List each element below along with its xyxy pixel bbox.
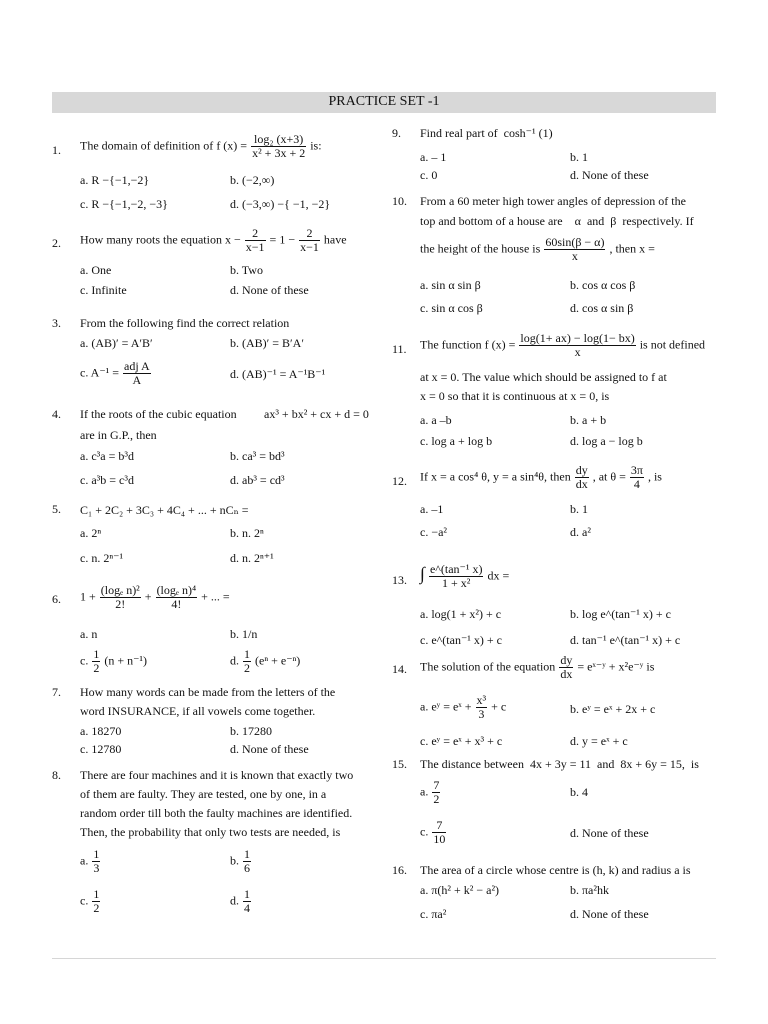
fraction [156,584,198,611]
question-text-post: have [323,232,347,247]
fraction [519,332,635,359]
option-a[interactable]: a. One [80,263,112,277]
option-expression: + c [491,699,507,714]
text-part: The function [420,337,482,352]
fraction-denominator: 2 [93,661,100,675]
option-label: b. [230,853,239,868]
fraction-denominator: 3 [93,861,100,875]
option-d[interactable]: d. None of these [230,283,309,297]
fraction [630,464,644,491]
option-b[interactable]: b. 1/n [230,627,258,641]
fraction-denominator: x−1 [245,240,265,254]
footer-divider [52,958,716,959]
option-label: c. [420,824,429,839]
question-text-line-1: How many words can be made from the letters of the [80,685,336,699]
fraction [429,563,484,590]
option-a[interactable] [80,848,101,875]
fraction-numerator: 7 [432,819,446,833]
option-b[interactable]: b. 4 [570,785,588,799]
question-text-line-3 [420,236,655,263]
option-a[interactable]: a. n [80,627,98,641]
option-d[interactable]: d. log a − log b [570,434,643,448]
option-a[interactable] [420,779,441,806]
option-d[interactable]: d. (AB)⁻¹ = A⁻¹B⁻¹ [230,367,326,381]
fraction-numerator: 1 [93,647,100,661]
question-number: 8. [52,768,61,782]
option-label: c. A⁻¹ = [80,365,120,380]
option-c[interactable]: c. R −{−1,−2, −3} [80,197,168,211]
fraction [559,654,573,681]
question-text-pre: The domain of definition of [80,138,214,153]
option-d[interactable]: d. ab³ = cd³ [230,473,285,487]
fraction-numerator: 1 [244,847,250,861]
question-number: 11. [392,342,407,356]
fraction-numerator: adj A [124,359,150,373]
beta-symbol: β [610,214,617,228]
question-number: 4. [52,407,61,421]
fraction [575,464,589,491]
option-b[interactable]: b. 1 [570,150,588,164]
option-label: a. [80,853,89,868]
text-part: and [586,214,605,228]
option-a[interactable]: a. –1 [420,502,444,516]
text-part: The distance between [420,757,524,771]
option-label: a. [420,784,429,799]
fraction [432,779,440,806]
question-text-line-2: of them are faulty. They are tested, one by one, in a [80,787,327,801]
option-d[interactable]: d. a² [570,525,591,539]
text-part: The solution of the equation [420,659,556,674]
fraction-denominator: x [574,345,581,359]
text-part: is not defined [639,337,706,352]
option-a[interactable]: a. a –b [420,413,452,427]
question-text-line-3: x = 0 so that it is continuous at x = 0, is [420,389,610,403]
question-text-line-1 [420,332,705,359]
option-c[interactable] [80,648,147,675]
fraction-numerator: 60sin(β − α) [545,235,605,249]
option-a[interactable]: a. 18270 [80,724,122,738]
option-c[interactable] [80,888,101,915]
question-number: 10. [392,194,407,208]
question-text-line-2: are in G.P., then [80,428,157,442]
fraction-numerator: 1 [93,887,100,901]
option-d[interactable]: d. None of these [230,742,309,756]
option-label: d. [230,653,239,668]
option-c[interactable]: c. Infinite [80,283,127,297]
fraction-denominator: 2 [244,661,250,675]
question-text [420,654,654,681]
fraction-denominator: 3 [478,707,485,721]
option-d[interactable] [230,648,300,675]
fraction [92,888,100,915]
question-number: 2. [52,236,61,250]
question-text-line-4: Then, the probability that only two tests are needed, is [80,825,341,839]
option-d[interactable]: d. y = eˣ + c [570,734,628,748]
question-text-line-1: If the roots of the cubic equation [80,407,237,421]
fraction-denominator: 4! [171,597,182,611]
option-a[interactable]: a. – 1 [420,150,447,164]
option-d[interactable] [230,888,252,915]
expression-part: 1 + [80,589,96,604]
question-text-line-1: From a 60 meter high tower angles of depression of the [420,194,686,208]
fraction [432,819,446,846]
question-number: 14. [392,662,407,676]
fraction [299,227,320,254]
expression: cosh⁻¹ (1) [503,126,553,140]
option-c[interactable] [80,360,152,387]
question-text-pre: Find real part of [420,126,498,140]
option-d[interactable]: d. None of these [570,826,649,840]
option-c[interactable]: c. log a + log b [420,434,493,448]
option-label: c. [80,653,89,668]
option-a[interactable]: a. 2ⁿ [80,526,102,540]
fraction-denominator: 2! [115,597,126,611]
fraction [243,888,251,915]
option-c[interactable]: c. n. 2ⁿ⁻¹ [80,551,124,565]
question-text-line-2: at x = 0. The value which should be assigned to f at [420,370,667,384]
fraction-denominator: 4 [633,477,640,491]
option-a[interactable]: a. R −{−1,−2} [80,173,150,187]
fraction-numerator: (logₑ n)² [100,583,140,597]
option-c[interactable]: c. eʸ = eˣ + x³ + c [420,734,503,748]
option-b[interactable]: b. (AB)′ = B′A′ [230,336,304,350]
option-expression: (n + n⁻¹) [104,653,148,668]
question-text [80,227,347,254]
question-text: The area of a circle whose centre is (h, k) and radius a is [420,863,691,877]
question-number: 5. [52,502,61,516]
text-part: , is [647,469,662,484]
option-c[interactable]: c. 0 [420,168,438,182]
option-b[interactable] [230,848,252,875]
option-c[interactable]: c. −a² [420,525,448,539]
question-text [80,133,322,160]
fraction-denominator: dx [575,477,588,491]
option-c[interactable]: c. e^(tan⁻¹ x) + c [420,633,502,647]
equation: 8x + 6y = 15, [620,757,685,771]
option-label: d. [230,893,239,908]
fraction-denominator: 2 [93,901,100,915]
question-number: 13. [392,573,407,587]
question-number: 1. [52,143,61,157]
equation-part: x − [224,232,241,247]
fraction-denominator: 2 [433,792,440,806]
text-part: respectively. If [622,214,694,228]
expression [420,563,509,590]
fraction-denominator: x² + 3x + 2 [252,146,306,160]
fraction-denominator: x [571,249,578,263]
text-part: If x = a cos⁴ θ, y = a sin⁴θ, then [420,469,571,484]
question-text [420,464,662,491]
option-d[interactable]: d. n. 2ⁿ⁺¹ [230,551,274,565]
option-d[interactable]: d. cos α sin β [570,301,634,315]
page-title: PRACTICE SET -1 [328,94,440,109]
question-number: 6. [52,592,61,606]
option-c[interactable]: c. a³b = c³d [80,473,134,487]
option-a[interactable] [420,694,506,721]
option-b[interactable]: b. Two [230,263,263,277]
question-number: 3. [52,316,61,330]
option-d[interactable]: d. None of these [570,907,649,921]
option-c[interactable]: c. 12780 [80,742,122,756]
question-number: 15. [392,757,407,771]
question-number: 16. [392,863,407,877]
function-lhs: f (x) = [484,337,516,352]
fraction [251,133,306,160]
fraction-numerator: 7 [433,778,440,792]
equation: ax³ + bx² + cx + d = 0 [264,407,369,421]
question-text-line-2 [420,212,694,231]
option-d[interactable]: d. None of these [570,168,649,182]
title-bar [52,92,716,113]
text-part: top and bottom of a house are [420,214,563,228]
option-expression: (eⁿ + e⁻ⁿ) [255,653,301,668]
fraction-numerator: dy [560,653,573,667]
expression: C₁ + 2C₂ + 3C₃ + 4C₄ + ... + nCₙ = [80,503,249,517]
question-text [420,124,553,143]
option-c[interactable]: c. sin α cos β [420,301,483,315]
equation: 4x + 3y = 11 [529,757,592,771]
fraction-numerator: x³ [476,693,487,707]
option-a[interactable]: a. π(h² + k² − a²) [420,883,500,897]
option-label: c. [80,893,89,908]
option-b[interactable]: b. 17280 [230,724,272,738]
fraction [243,648,251,675]
option-expression: a. eʸ = eˣ + [420,699,472,714]
fraction-numerator: log₂ (x+3) [251,133,306,147]
expression [80,584,230,611]
text-part: and [597,757,615,771]
question-number: 12. [392,474,407,488]
text-part: the height of the house is [420,241,541,256]
option-c[interactable]: c. πa² [420,907,447,921]
question-number: 7. [52,685,61,699]
option-a[interactable]: a. c³a = b³d [80,449,134,463]
fraction-numerator: 2 [299,227,320,241]
fraction-denominator: dx [560,667,573,681]
integral-symbol: ∫ [420,563,425,584]
fraction [100,584,141,611]
option-b[interactable]: b. log e^(tan⁻¹ x) + c [570,607,671,621]
question-text-line-1: There are four machines and it is known that exactly two [80,768,354,782]
question-text-line-3: random order till both the faulty machines are identified. [80,806,353,820]
fraction-numerator: dy [575,463,588,477]
option-c[interactable] [420,819,447,846]
fraction [245,227,266,254]
equation-part: = 1 − [269,232,296,247]
fraction-denominator: 10 [433,832,446,846]
fraction [476,694,488,721]
option-d[interactable]: d. tan⁻¹ e^(tan⁻¹ x) + c [570,633,681,647]
option-a[interactable]: a. (AB)′ = A′B′ [80,336,153,350]
option-b[interactable]: b. n. 2ⁿ [230,526,264,540]
question-text [420,755,699,774]
alpha-symbol: α [574,214,581,228]
fraction-numerator: 2 [245,227,266,241]
fraction [243,848,251,875]
question-text: From the following find the correct relation [80,316,290,330]
option-a[interactable]: a. sin α sin β [420,278,481,292]
question-text-pre: How many roots the equation [80,232,222,247]
text-part: , at θ = [592,469,626,484]
fraction [92,848,100,875]
text-part: dx = [487,568,510,583]
option-b[interactable]: b. 1 [570,502,588,516]
expression-part: + ... = [201,589,230,604]
fraction [123,360,151,387]
option-d[interactable]: d. (−3,∞) −{ −1, −2} [230,197,331,211]
fraction-denominator: 1 + x² [442,576,471,590]
question-number: 9. [392,126,401,140]
fraction-numerator: (logₑ n)⁴ [156,583,197,597]
option-b[interactable]: b. πa²hk [570,883,609,897]
fraction-numerator: log(1+ ax) − log(1− bx) [520,331,635,345]
fraction-numerator: 1 [244,647,250,661]
option-b[interactable]: b. cos α cos β [570,278,636,292]
question-text-post: is: [310,138,322,153]
fraction-numerator: 1 [244,887,250,901]
fraction [92,648,100,675]
text-part: , then x = [609,241,655,256]
fraction-denominator: A [132,373,142,387]
option-a[interactable]: a. log(1 + x²) + c [420,607,502,621]
text-part: is [690,757,699,771]
fraction [544,236,605,263]
question-text-line-2: word INSURANCE, if all vowels come together. [80,704,316,718]
function-lhs: f (x) = [216,138,248,153]
option-b[interactable]: b. (−2,∞) [230,173,275,187]
text-part: = eˣ⁻ʸ + x²e⁻ʸ is [577,659,655,674]
option-b[interactable]: b. ca³ = bd³ [230,449,285,463]
expression-part: + [144,589,152,604]
fraction-numerator: e^(tan⁻¹ x) [429,562,483,576]
option-b[interactable]: b. eʸ = eˣ + 2x + c [570,702,656,716]
fraction-denominator: 6 [244,861,250,875]
option-b[interactable]: b. a + b [570,413,607,427]
fraction-denominator: 4 [244,901,250,915]
fraction-numerator: 3π [630,463,643,477]
fraction-denominator: x−1 [300,240,319,254]
fraction-numerator: 1 [93,847,100,861]
